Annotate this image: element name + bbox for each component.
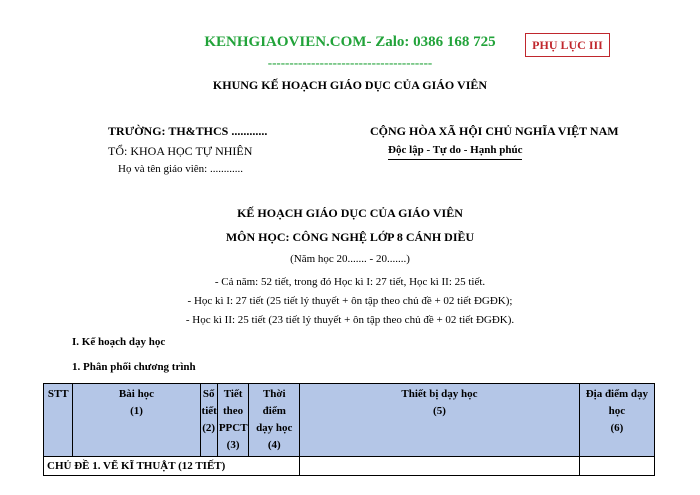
header-stt-label: STT [47,388,69,400]
subject-title: MÔN HỌC: CÔNG NGHỆ LỚP 8 CÁNH DIỀU [225,230,475,244]
header-place-index: (6) [610,422,624,434]
header-periods-line2: tiết [201,405,217,417]
header-equipment [300,384,580,457]
school-year: (Năm học 20....... - 20.......) [290,253,410,265]
section-heading: I. Kế hoạch dạy học [72,336,166,348]
header-order-line2: theo [223,405,244,417]
table-header-row [44,384,655,457]
school-text: TRƯỜNG: TH&THCS ............ [108,124,268,138]
empty-cell [300,457,580,476]
header-stt [44,384,73,457]
topic-cell: CHỦ ĐỀ 1. VẼ KĨ THUẬT (12 TIẾT) [44,457,300,476]
header-time-index: (4) [267,439,281,451]
header-place-line2: học [608,405,626,417]
header-time-line3: dạy học [256,422,293,434]
teacher-name: Họ và tên giáo viên: ............ [118,163,243,175]
header-divider: -------------------------------------- [267,55,433,70]
department-name: TỔ: KHOA HỌC TỰ NHIÊN [108,144,253,158]
header-order [217,384,249,457]
header-lesson-label: Bài học [118,388,155,400]
table-row [44,457,655,476]
semester1-periods: - Học kì I: 27 tiết (25 tiết lý thuyết + ôn tập theo chủ đề + 02 tiết ĐGĐK); [187,295,513,307]
header-order-line3: PPCT [218,422,248,434]
subsection-heading: 1. Phân phối chương trình [72,361,196,373]
header-equipment-label: Thiết bị dạy học [401,388,478,400]
school-name [108,124,267,139]
header-time-line1: Thời [262,388,286,400]
plan-title: KẾ HOẠCH GIÁO DỤC CỦA GIÁO VIÊN [237,206,463,220]
header-place-line1: Địa điểm dạy [585,388,649,400]
header-equipment-index: (5) [433,405,446,417]
frame-title: KHUNG KẾ HOẠCH GIÁO DỤC CỦA GIÁO VIÊN [212,78,488,92]
header-periods-line1: Số [202,388,215,400]
national-motto: Độc lập - Tự do - Hạnh phúc [388,144,522,160]
header-time-line2: điểm [262,405,286,417]
header-lesson-index: (1) [130,405,143,417]
program-table [43,383,655,476]
header-lesson [73,384,200,457]
header-periods [200,384,217,457]
header-order-index: (3) [226,439,240,451]
header-order-line1: Tiết [223,388,243,400]
nation-title: CỘNG HÒA XÃ HỘI CHỦ NGHĨA VIỆT NAM [370,124,619,138]
empty-cell [579,457,654,476]
header-place [579,384,654,457]
appendix-label: PHỤ LỤC III [525,33,610,57]
header-time [249,384,300,457]
semester2-periods: - Học kì II: 25 tiết (23 tiết lý thuyết + ôn tập theo chủ đề + 02 tiết ĐGĐK). [185,314,515,326]
header-periods-index: (2) [202,422,216,434]
year-periods: - Cả năm: 52 tiết, trong đó Học kì I: 27 tiết, Học kì II: 25 tiết. [214,276,486,288]
site-header: KENHGIAOVIEN.COM- Zalo: 0386 168 725 [204,34,496,50]
